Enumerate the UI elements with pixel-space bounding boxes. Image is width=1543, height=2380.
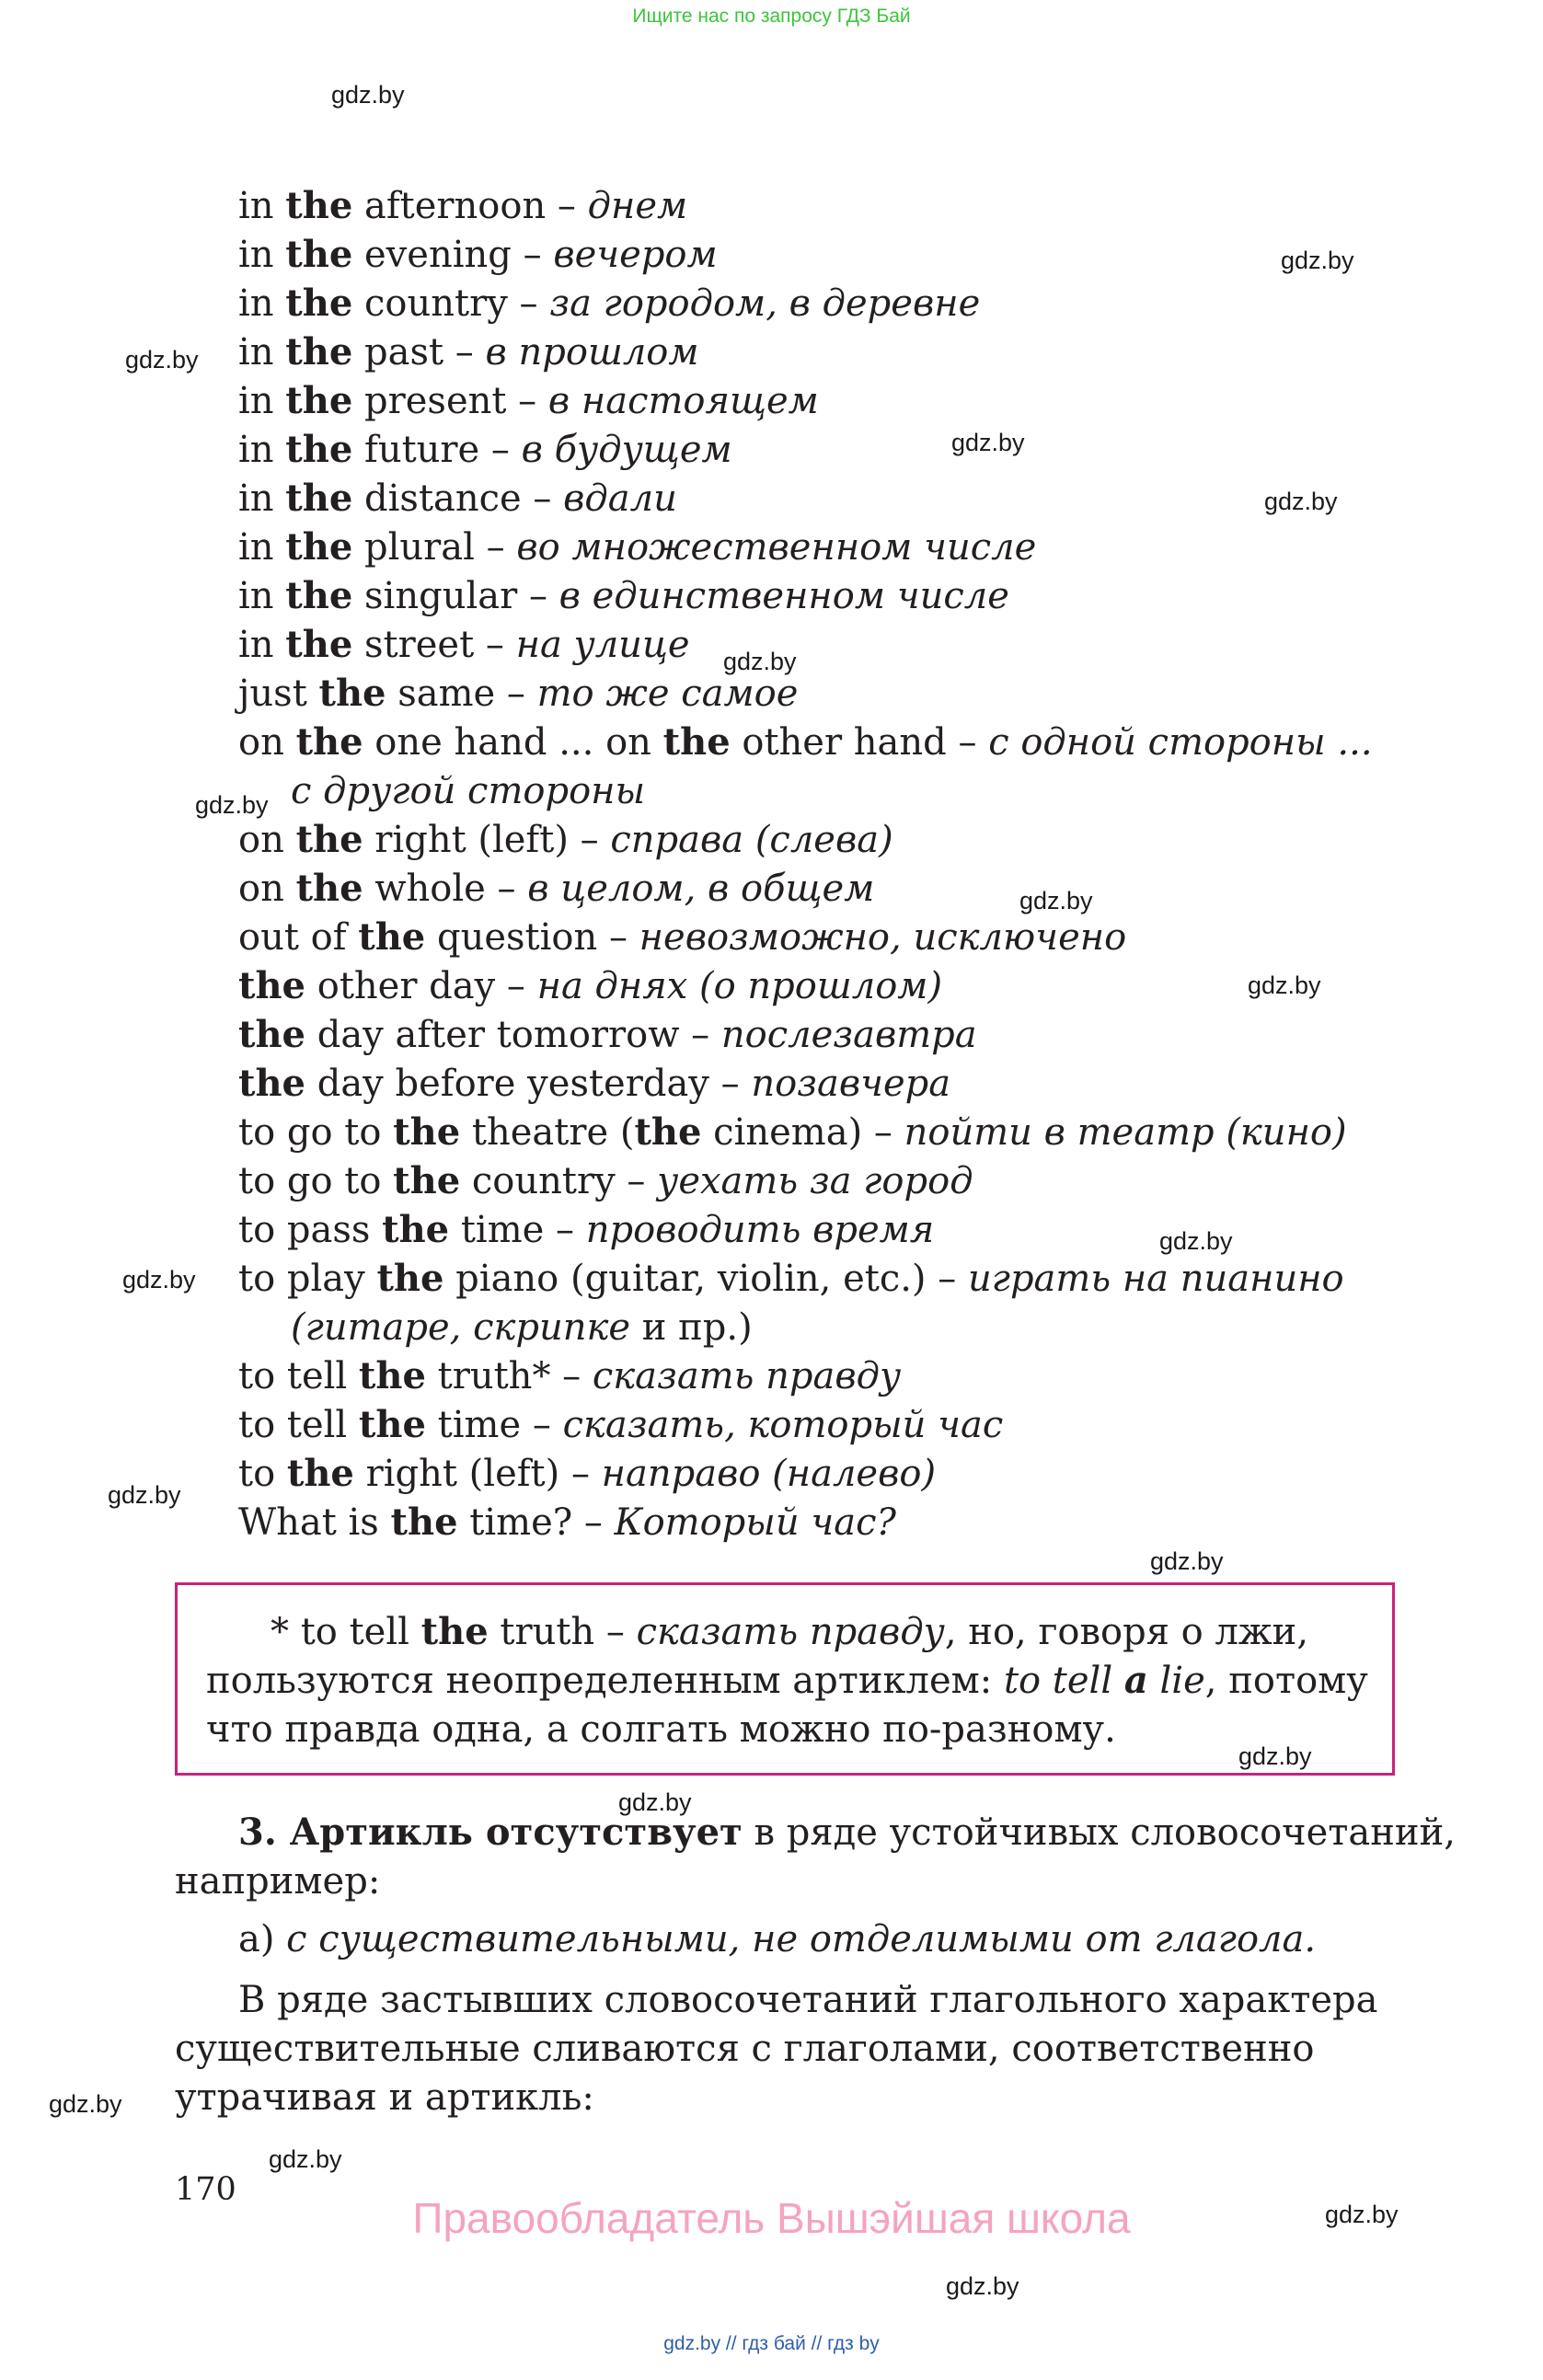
phrase-line: on the whole – в целом, в общем — [238, 867, 875, 910]
top-banner[interactable]: Ищите нас по запросу ГДЗ Бай — [632, 6, 911, 27]
phrase-line: on the one hand ... on the other hand – с одной стороны ... — [238, 720, 1373, 764]
page-number: 170 — [175, 2171, 236, 2208]
phrase-line: just the same – то же самое — [238, 672, 799, 715]
watermark: gdz.by — [269, 2145, 342, 2173]
subsection-a: а) с существительными, не отделимыми от глагола. — [238, 1918, 1317, 1960]
phrase-line: on the right (left) – справа (слева) — [238, 818, 893, 861]
watermark: gdz.by — [1248, 972, 1321, 999]
phrase-line: to play the piano (guitar, violin, etc.) – играть на пианино — [238, 1257, 1344, 1300]
phrase-line: out of the question – невозможно, исключено — [238, 915, 1127, 959]
watermark: gdz.by — [618, 1788, 692, 1816]
watermark: gdz.by — [951, 429, 1025, 456]
watermark: gdz.by — [1019, 887, 1093, 914]
section-text: например: — [175, 1860, 381, 1903]
footer-links[interactable]: gdz.by // гдз бай // гдз by — [663, 2333, 880, 2354]
phrase-line: the day before yesterday – позавчера — [238, 1062, 951, 1105]
phrase-line: in the plural – во множественном числе — [238, 525, 1037, 569]
phrase-line: to pass the time – проводить время — [238, 1208, 935, 1251]
watermark: gdz.by — [1281, 247, 1354, 274]
phrase-line: in the afternoon – днем — [238, 184, 688, 227]
watermark: gdz.by — [1264, 488, 1338, 515]
phrase-line: in the distance – вдали — [238, 477, 677, 520]
paragraph-line: В ряде застывших словосочетаний глагольного характера — [238, 1979, 1378, 2021]
section-heading: 3. Артикль отсутствует в ряде устойчивых словосочетаний, — [238, 1811, 1456, 1854]
footnote-line: что правда одна, а солгать можно по-разному. — [206, 1708, 1116, 1751]
watermark: gdz.by — [723, 648, 797, 675]
watermark: gdz.by — [1238, 1742, 1312, 1770]
watermark: gdz.by — [108, 1481, 181, 1509]
footnote-line: пользуются неопределенным артиклем: to tell a lie, потому — [206, 1659, 1368, 1702]
phrase-line: the day after tomorrow – послезавтра — [238, 1013, 977, 1056]
watermark: gdz.by — [1150, 1547, 1224, 1575]
phrase-continuation: (гитаре, скрипке и пр.) — [291, 1306, 753, 1349]
phrase-line: to go to the theatre (the cinema) – пойти в театр (кино) — [238, 1110, 1347, 1154]
watermark: gdz.by — [195, 791, 269, 819]
watermark: gdz.by — [122, 1266, 196, 1293]
phrase-line: in the future – в будущем — [238, 428, 732, 471]
phrase-line: in the country – за городом, в деревне — [238, 282, 981, 325]
paragraph-line: утрачивая и артикль: — [175, 2076, 594, 2119]
phrase-line: in the street – на улице — [238, 623, 690, 666]
watermark: gdz.by — [125, 346, 199, 374]
phrase-line: to tell the truth* – сказать правду — [238, 1354, 902, 1397]
phrase-line: in the singular – в единственном числе — [238, 574, 1009, 617]
phrase-line: to go to the country – уехать за город — [238, 1159, 973, 1202]
footnote-line: * to tell the truth – сказать правду, но, говоря о лжи, — [271, 1610, 1309, 1653]
phrase-line: to tell the time – сказать, который час — [238, 1403, 1004, 1446]
phrase-line: in the past – в прошлом — [238, 330, 699, 374]
watermark: gdz.by — [1159, 1227, 1233, 1255]
watermark: gdz.by — [946, 2272, 1019, 2300]
phrase-line: to the right (left) – направо (налево) — [238, 1452, 937, 1495]
phrase-line: in the evening – вечером — [238, 233, 718, 276]
watermark: gdz.by — [331, 81, 405, 109]
phrase-continuation: с другой стороны — [291, 770, 646, 812]
watermark: gdz.by — [1325, 2201, 1399, 2228]
paragraph-line: существительные сливаются с глаголами, соответственно — [175, 2028, 1315, 2070]
copyright-holder: Правообладатель Вышэйшая школа — [412, 2194, 1131, 2242]
phrase-line: in the present – в настоящем — [238, 379, 819, 422]
watermark: gdz.by — [49, 2090, 122, 2118]
phrase-line: the other day – на днях (о прошлом) — [238, 964, 943, 1007]
phrase-line: What is the time? – Который час? — [238, 1500, 896, 1544]
